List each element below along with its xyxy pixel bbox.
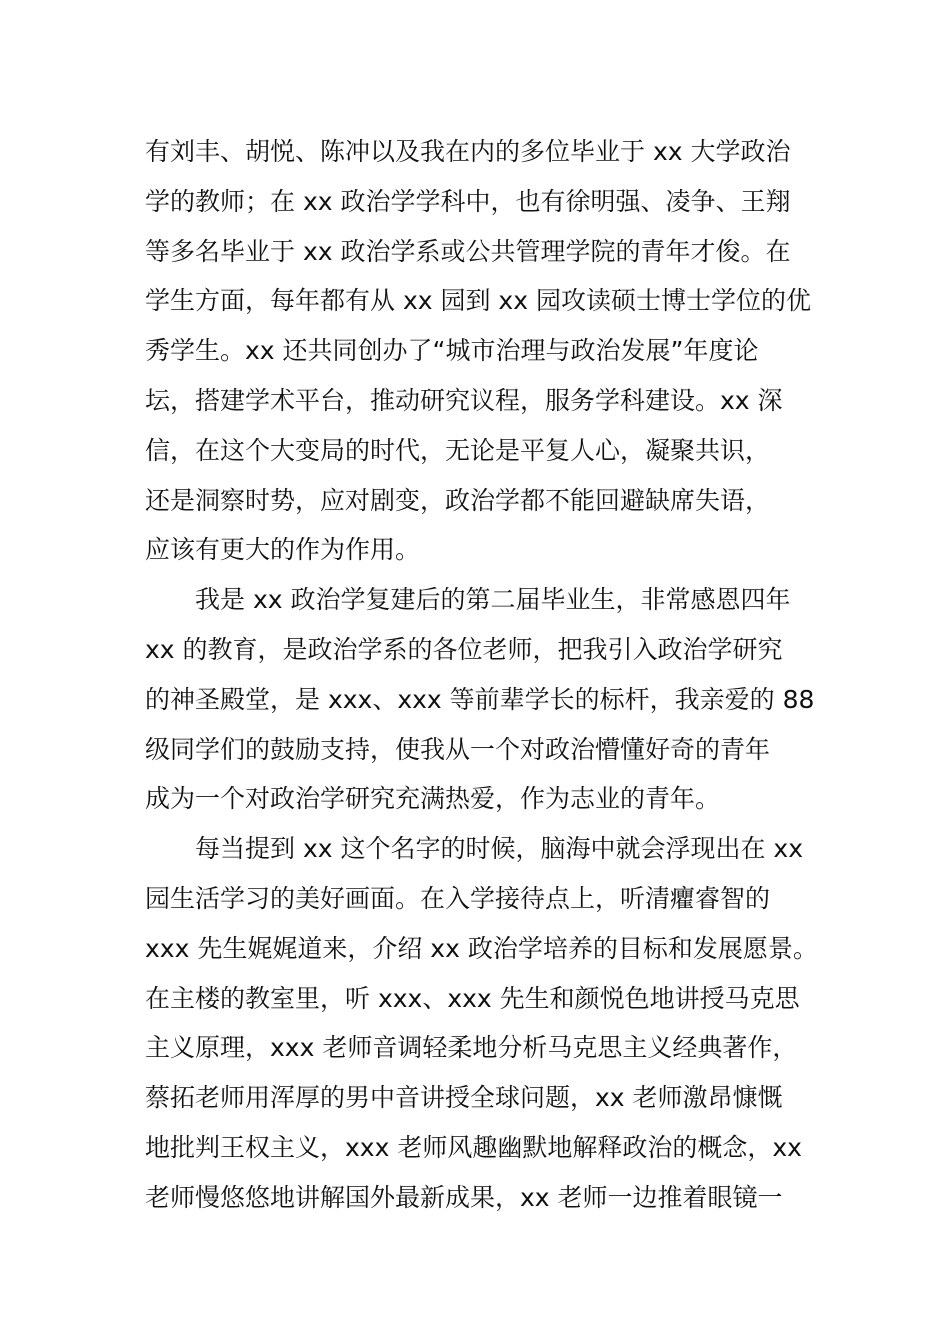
text-line: 的神圣殿堂，是 xxx、xxx 等前辈学长的标杆，我亲爱的 88 (145, 684, 815, 714)
text-line: 成为一个对政治学研究充满热爱，作为志业的青年。 (145, 784, 721, 814)
text-line: 信，在这个大变局的时代，无论是平复人心，凝聚共识， (145, 435, 771, 465)
text-line: 应该有更大的作为作用。 (145, 535, 421, 565)
text-line: 还是洞察时势，应对剧变，政治学都不能回避缺席失语， (145, 485, 771, 515)
text-line: 秀学生。xx 还共同创办了“城市治理与政治发展”年度论 (145, 336, 759, 366)
body-text (145, 127, 825, 1223)
text-line: 有刘丰、胡悦、陈冲以及我在内的多位毕业于 xx 大学政治 (145, 137, 791, 166)
text-line: 在主楼的教室里，听 xxx、xxx 先生和颜悦色地讲授马克思 (145, 983, 800, 1013)
text-line: 坛，搭建学术平台，推动研究议程，服务学科建设。xx 深 (145, 385, 783, 415)
text-line: 地批判王权主义，xxx 老师风趣幽默地解释政治的概念，xx (145, 1132, 802, 1162)
text-line: 学的教师；在 xx 政治学学科中，也有徐明强、凌争、王翔 (145, 186, 791, 216)
text-line: 主义原理，xxx 老师音调轻柔地分析马克思主义经典著作， (145, 1033, 798, 1063)
text-line: 蔡拓老师用浑厚的男中音讲授全球问题，xx 老师激昂慷慨 (145, 1083, 783, 1113)
text-line: xx 的教育，是政治学系的各位老师，把我引入政治学研究 (145, 634, 783, 664)
text-line: 园生活学习的美好画面。在入学接待点上，听清癯睿智的 (145, 883, 771, 913)
text-line: 级同学们的鼓励支持，使我从一个对政治懵懂好奇的青年 (145, 734, 771, 764)
paragraph-first-line: 每当提到 xx 这个名字的时候，脑海中就会浮现出在 xx (195, 834, 804, 864)
text-line: xxx 先生娓娓道来，介绍 xx 政治学培养的目标和发展愿景。 (145, 933, 818, 963)
text-line: 老师慢悠悠地讲解国外最新成果，xx 老师一边推着眼镜一 (145, 1182, 783, 1212)
paragraph-first-line: 我是 xx 政治学复建后的第二届毕业生，非常感恩四年 (195, 585, 791, 615)
text-line: 等多名毕业于 xx 政治学系或公共管理学院的青年才俊。在 (145, 236, 791, 266)
text-line: 学生方面，每年都有从 xx 园到 xx 园攻读硕士博士学位的优 (145, 286, 811, 316)
